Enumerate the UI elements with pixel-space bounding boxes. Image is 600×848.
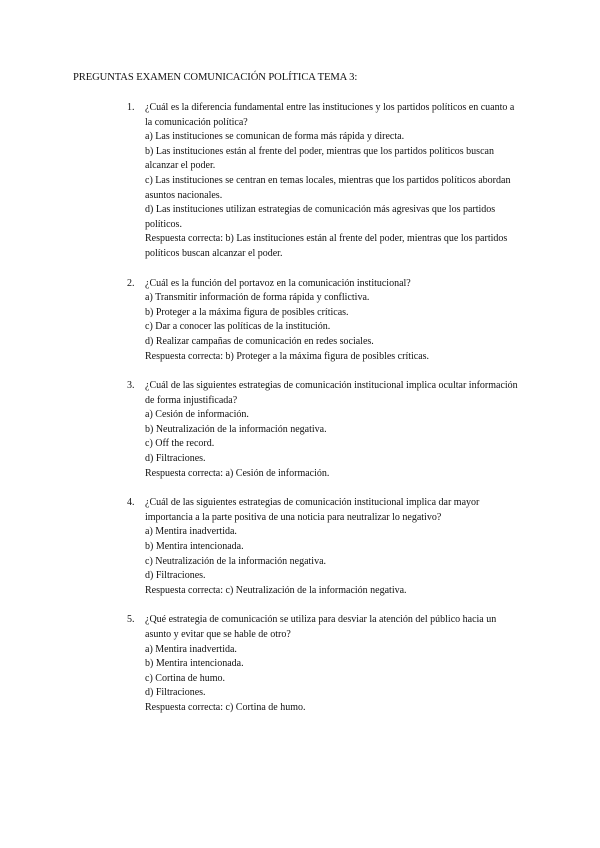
question-item: [0, 496, 600, 598]
answer-option: c) Neutralización de la información negativa.: [145, 555, 327, 567]
question-number: 1.: [127, 102, 135, 113]
question-number: 5.: [127, 614, 135, 626]
question-body: [145, 379, 520, 481]
question-text: ¿Qué estrategia de comunicación se utiliza para desviar la atención del público hacia un asunto y evitar que se hable de otro?: [145, 614, 497, 640]
question-body: [145, 496, 520, 598]
question-number: 2.: [127, 277, 135, 289]
answer-option: d) Las instituciones utilizan estrategias de comunicación más agresivas que los partidos políticos.: [145, 204, 496, 230]
correct-answer: Respuesta correcta: c) Cortina de humo.: [145, 701, 306, 713]
question-body: [145, 277, 520, 365]
question-list: [0, 101, 600, 731]
answer-option: c) Las instituciones se centran en temas locales, mientras que los partidos políticos abordan asuntos nacionales.: [145, 174, 511, 201]
answer-option: a) Cesión de información.: [145, 409, 249, 421]
question-item: [0, 101, 600, 262]
question-body: [145, 101, 520, 262]
answer-option: b) Mentira intencionada.: [145, 541, 244, 553]
correct-answer: Respuesta correcta: c) Neutralización de la información negativa.: [145, 584, 407, 596]
question-text: ¿Cuál es la diferencia fundamental entre las instituciones y los partidos políticos en cuanto a la comunicación política?: [145, 102, 515, 128]
question-item: [0, 277, 600, 365]
question-item: [0, 379, 600, 481]
answer-option: d) Filtraciones.: [145, 687, 206, 699]
question-text: ¿Cuál de las siguientes estrategias de comunicación institucional implica ocultar información de forma injustificada?: [145, 380, 518, 406]
question-number: 4.: [127, 497, 135, 509]
correct-answer: Respuesta correcta: b) Proteger a la máxima figura de posibles críticas.: [145, 350, 430, 362]
question-item: [0, 613, 600, 715]
answer-option: d) Realizar campañas de comunicación en redes sociales.: [145, 335, 374, 347]
correct-answer: Respuesta correcta: b) Las instituciones están al frente del poder, mientras que los partidos políticos buscan alcanzar el poder.: [145, 233, 508, 259]
answer-option: c) Off the record.: [145, 438, 215, 450]
answer-option: b) Las instituciones están al frente del poder, mientras que los partidos políticos buscan alcanzar el poder.: [145, 145, 494, 172]
answer-option: d) Filtraciones.: [145, 453, 206, 465]
answer-option: d) Filtraciones.: [145, 570, 206, 582]
answer-option: b) Proteger a la máxima figura de posibles críticas.: [145, 306, 349, 318]
answer-option: b) Mentira intencionada.: [145, 658, 244, 670]
answer-option: a) Mentira inadvertida.: [145, 526, 237, 538]
answer-option: c) Dar a conocer las políticas de la institución.: [145, 321, 331, 333]
answer-option: a) Mentira inadvertida.: [145, 643, 237, 655]
document-title: PREGUNTAS EXAMEN COMUNICACIÓN POLÍTICA TEMA 3:: [73, 72, 358, 83]
answer-option: b) Neutralización de la información negativa.: [145, 423, 327, 435]
correct-answer: Respuesta correcta: a) Cesión de información.: [145, 467, 330, 479]
question-text: ¿Cuál es la función del portavoz en la comunicación institucional?: [145, 277, 411, 289]
question-text: ¿Cuál de las siguientes estrategias de comunicación institucional implica dar mayor importancia a la parte positiva de una noticia para neutralizar lo negativo?: [145, 497, 480, 523]
answer-option: c) Cortina de humo.: [145, 672, 225, 684]
question-number: 3.: [127, 380, 135, 392]
answer-option: a) Transmitir información de forma rápida y conflictiva.: [145, 292, 370, 304]
answer-option: a) Las instituciones se comunican de forma más rápida y directa.: [145, 131, 405, 143]
question-body: [145, 613, 520, 715]
